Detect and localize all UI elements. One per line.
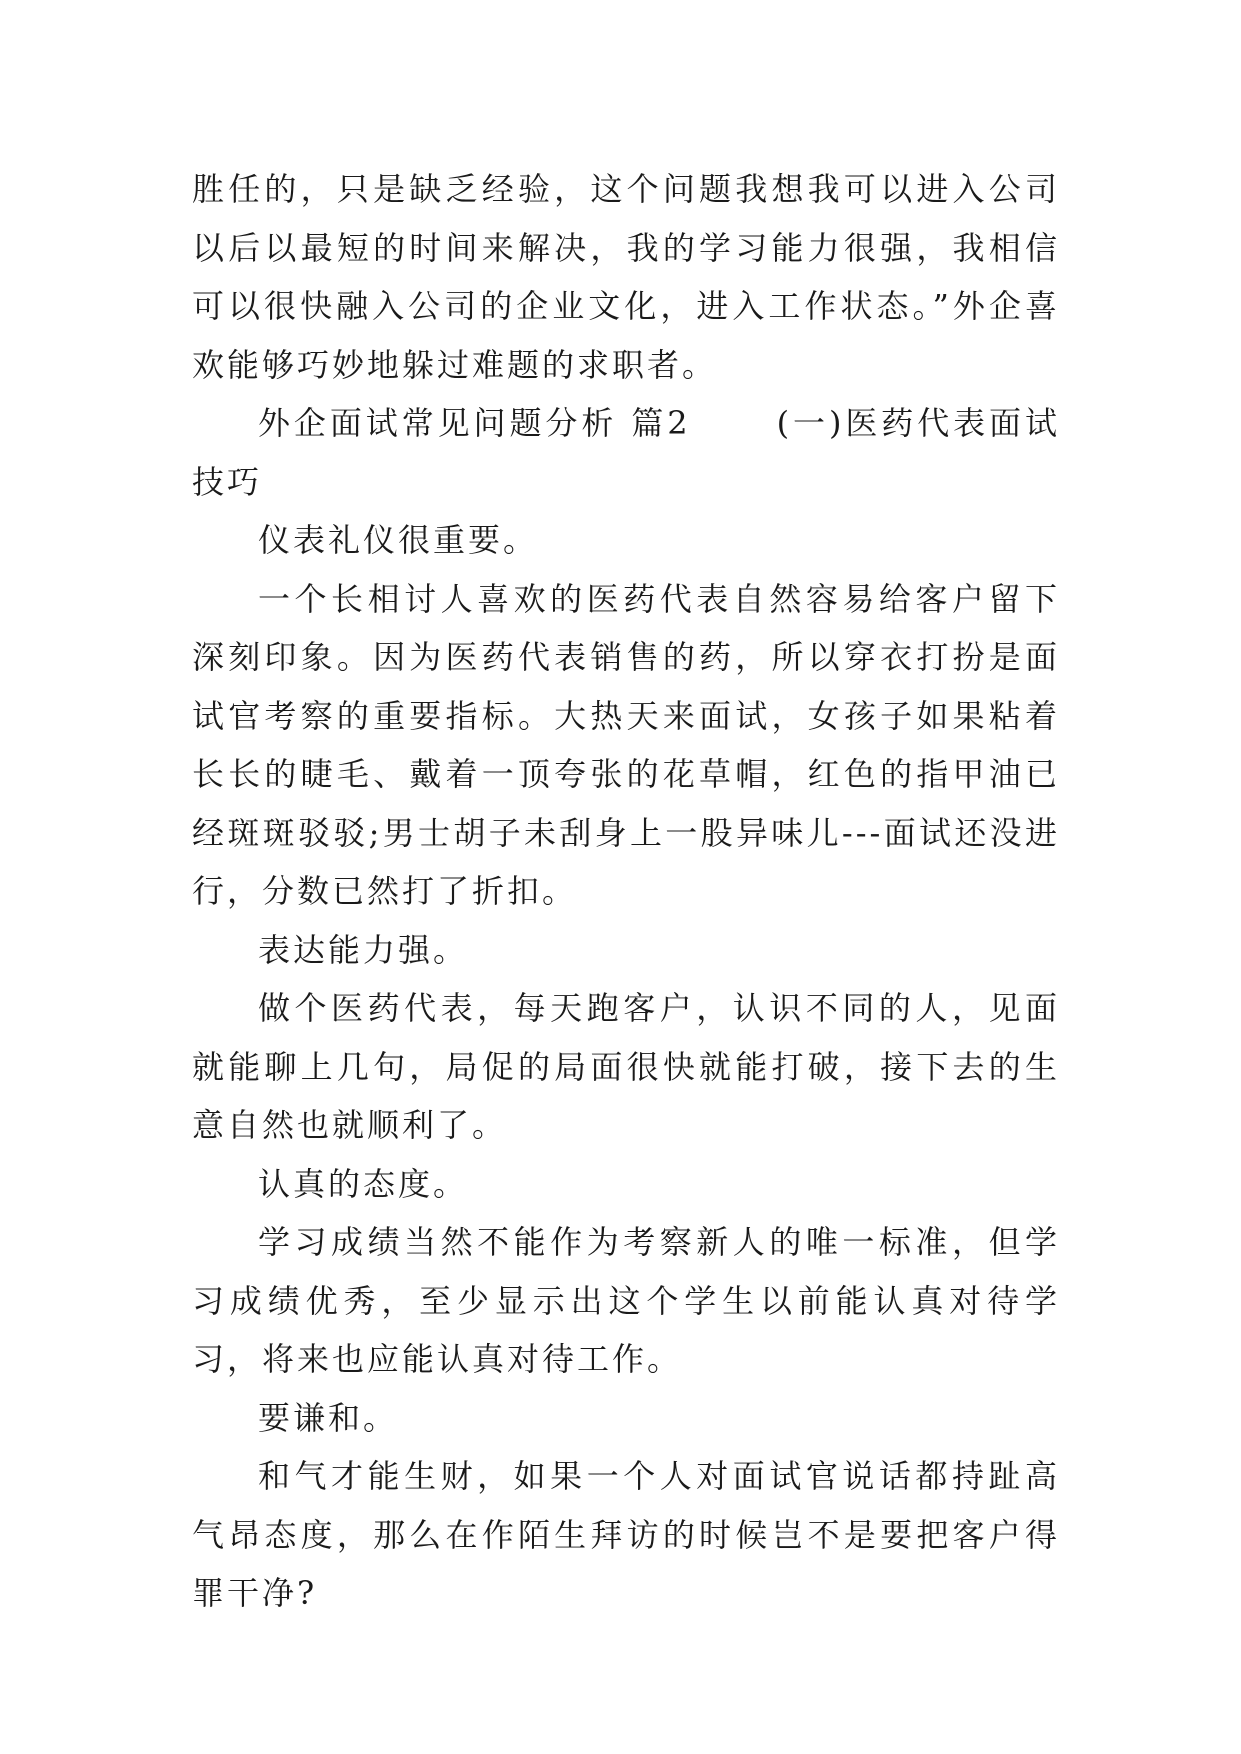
point-appearance: 仪表礼仪很重要。 [258, 521, 539, 559]
paragraph-attitude-detail: 学习成绩当然不能作为考察新人的唯一标准，但学习成绩优秀，至少显示出这个学生以前能认真对待学习，将来也应能认真对待工作。 [192, 1223, 1060, 1378]
paragraph-modesty-detail: 和气才能生财，如果一个人对面试官说话都持趾高气昂态度，那么在作陌生拜访的时候岂不是要把客户得罪干净? [192, 1457, 1060, 1612]
section-heading-part-2: 外企面试常见问题分析 篇2 (一)医药代表面试技巧 [192, 404, 1060, 501]
paragraph-expression-detail: 做个医药代表，每天跑客户，认识不同的人，见面就能聊上几句，局促的局面很快就能打破，接下去的生意自然也就顺利了。 [192, 989, 1060, 1144]
document-body [192, 160, 1060, 1623]
point-modesty: 要谦和。 [258, 1398, 399, 1437]
point-attitude: 认真的态度。 [258, 1164, 469, 1203]
paragraph-continued: 胜任的，只是缺乏经验，这个问题我想我可以进入公司以后以最短的时间来解决，我的学习能力很强，我相信可以很快融入公司的企业文化，进入工作状态。”外企喜欢能够巧妙地躲过难题的求职者。 [192, 170, 1060, 384]
point-expression: 表达能力强。 [258, 930, 469, 969]
paragraph-appearance-detail: 一个长相讨人喜欢的医药代表自然容易给客户留下深刻印象。因为医药代表销售的药，所以穿衣打扮是面试官考察的重要指标。大热天来面试，女孩子如果粘着长长的睫毛、戴着一顶夸张的花草帽，红色的指甲油已经斑斑驳驳;男士胡子未刮身上一股异味儿---面试还没进行，分数已然打了折扣。 [192, 579, 1060, 910]
